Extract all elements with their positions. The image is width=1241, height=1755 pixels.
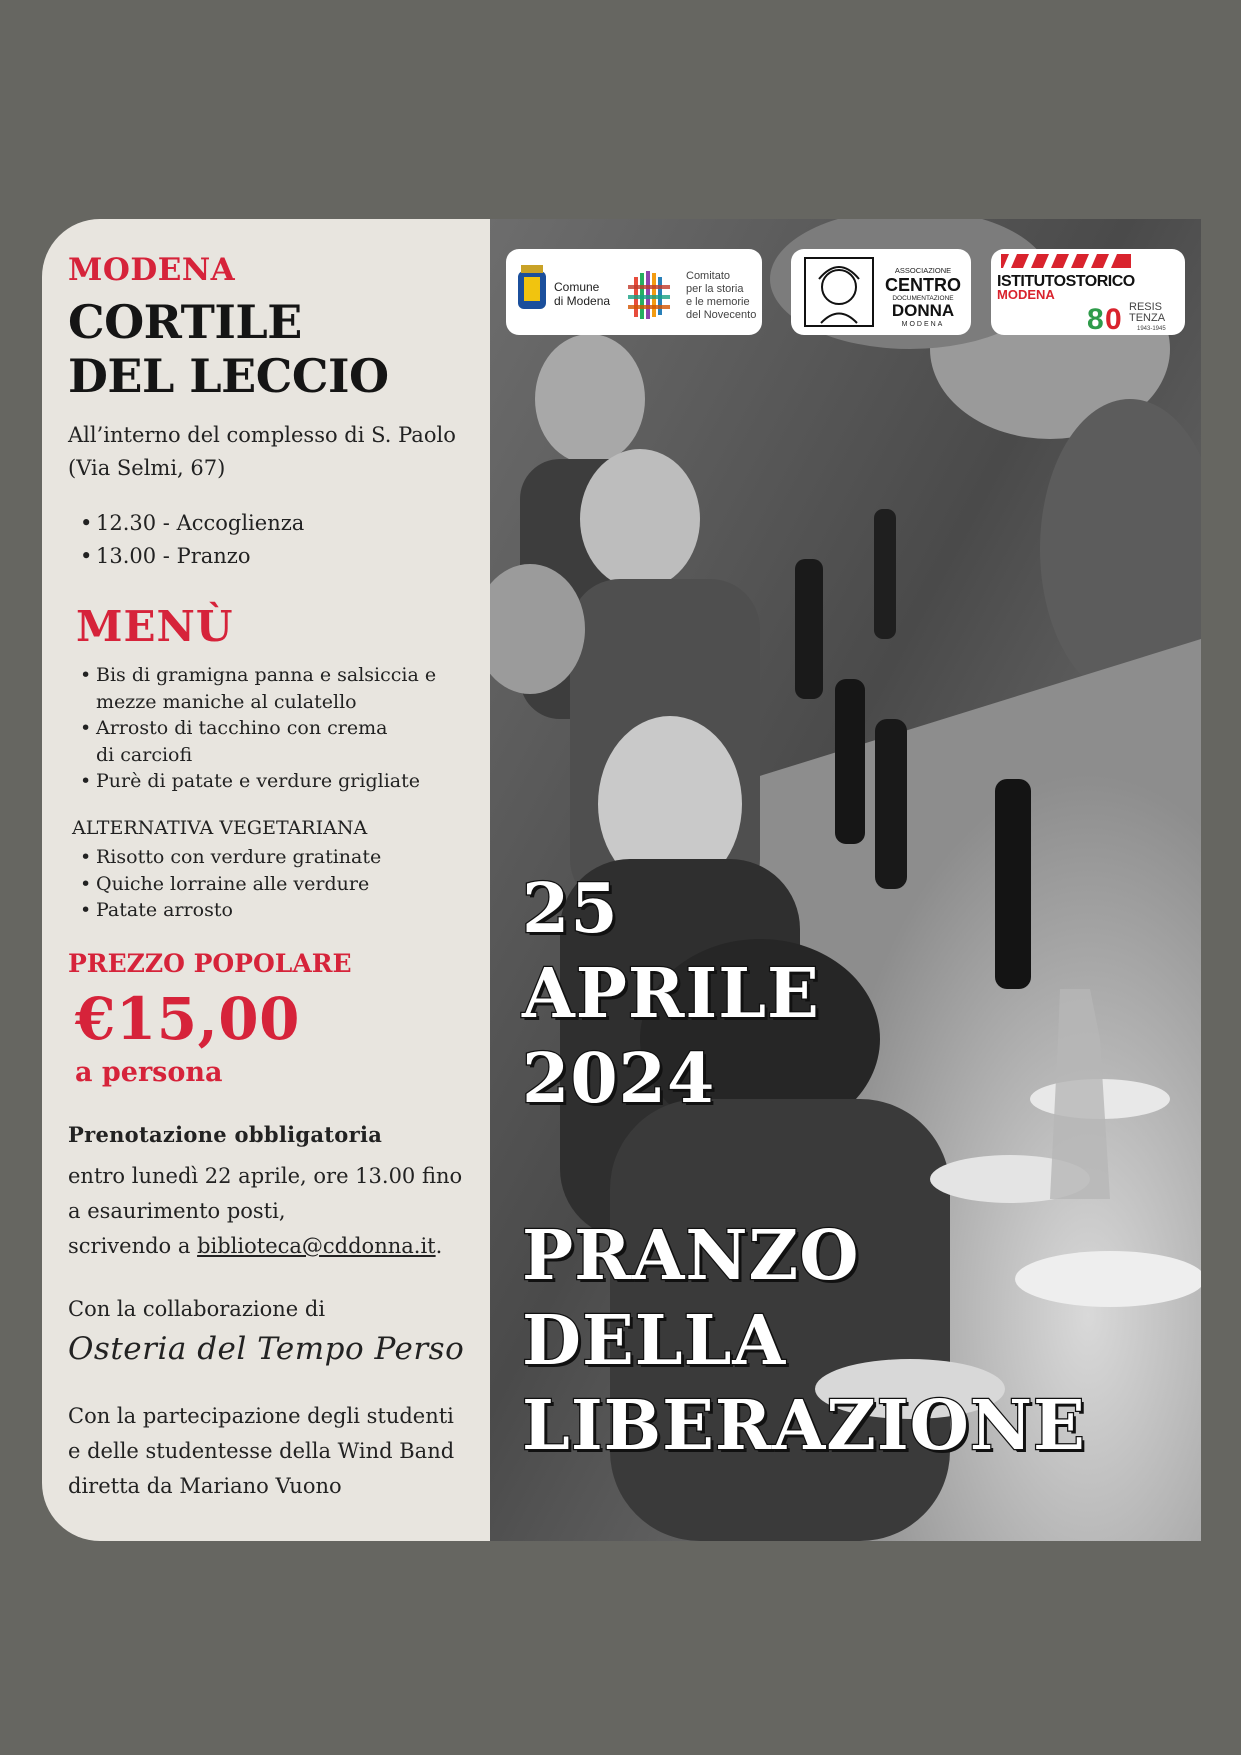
svg-text:DONNA: DONNA bbox=[891, 301, 955, 320]
venue-address bbox=[68, 419, 456, 485]
menu-heading: MENÙ bbox=[76, 602, 234, 651]
date-day: 25 bbox=[522, 869, 619, 949]
svg-text:ISTITUTOSTORICO: ISTITUTOSTORICO bbox=[997, 273, 1135, 290]
venue-title bbox=[68, 295, 389, 403]
booking-heading: Prenotazione obbligatoria bbox=[68, 1122, 383, 1147]
booking-line: entro lunedì 22 aprile, ore 13.00 fino bbox=[68, 1164, 463, 1188]
comitato-weave-icon bbox=[628, 271, 670, 319]
cdd-logo-graphic bbox=[791, 249, 971, 335]
svg-text:8: 8 bbox=[1087, 303, 1104, 335]
svg-text:ASSOCIAZIONE: ASSOCIAZIONE bbox=[894, 266, 952, 275]
event-poster bbox=[42, 219, 1201, 1541]
price-label: PREZZO POPOLARE bbox=[68, 949, 352, 978]
istituto-logo-graphic bbox=[991, 249, 1185, 335]
svg-text:RESIS: RESIS bbox=[1129, 301, 1163, 313]
collaboration-label: Con la collaborazione di bbox=[68, 1297, 326, 1321]
schedule-item: • 13.00 - Pranzo bbox=[68, 540, 468, 573]
vegetarian-list bbox=[68, 844, 478, 924]
logo-comune-comitato bbox=[506, 249, 762, 335]
address-line: All’interno del complesso di S. Paolo bbox=[68, 423, 456, 447]
booking-line: a esaurimento posti, bbox=[68, 1199, 286, 1223]
booking-line bbox=[68, 1229, 483, 1264]
svg-text:e le memorie: e le memorie bbox=[686, 296, 750, 308]
menu-item bbox=[68, 662, 478, 715]
address-line: (Via Selmi, 67) bbox=[68, 456, 226, 480]
booking-suffix: . bbox=[435, 1234, 443, 1258]
booking-prefix: scrivendo a bbox=[68, 1234, 198, 1258]
menu-item-line: mezze maniche al culatello bbox=[96, 690, 357, 713]
city-heading: MODENA bbox=[68, 252, 236, 288]
vegetarian-heading: ALTERNATIVA VEGETARIANA bbox=[72, 817, 368, 839]
venue-line: CORTILE bbox=[68, 295, 302, 349]
participation-line: diretta da Mariano Vuono bbox=[68, 1474, 342, 1498]
svg-text:Comitato: Comitato bbox=[686, 270, 731, 282]
historic-photo bbox=[490, 219, 1201, 1541]
comune-comitato-logo-graphic bbox=[506, 249, 762, 335]
vegetarian-item: • Patate arrosto bbox=[68, 897, 478, 924]
svg-text:CENTRO: CENTRO bbox=[885, 275, 961, 295]
booking-details bbox=[68, 1159, 483, 1264]
event-title-line: LIBERAZIONE bbox=[522, 1386, 1086, 1466]
booking-email-link[interactable]: biblioteca@cddonna.it bbox=[197, 1234, 436, 1258]
logo-centro-documentazione-donna bbox=[791, 249, 971, 335]
comune-crest-icon bbox=[518, 265, 546, 309]
svg-text:MODENA: MODENA bbox=[997, 287, 1055, 302]
info-panel bbox=[42, 219, 490, 1541]
svg-text:TENZA: TENZA bbox=[1129, 312, 1166, 324]
comune-text: Comune bbox=[554, 280, 600, 294]
menu-list bbox=[68, 662, 478, 795]
svg-text:del Novecento: del Novecento bbox=[686, 309, 757, 321]
participation-line: e delle studentesse della Wind Band bbox=[68, 1439, 455, 1463]
menu-item-line: • Arrosto di tacchino con crema bbox=[96, 717, 388, 739]
venue-line: DEL LECCIO bbox=[68, 349, 389, 403]
menu-item bbox=[68, 768, 478, 795]
schedule-item: • 12.30 - Accoglienza bbox=[68, 507, 468, 540]
svg-text:DOCUMENTAZIONE: DOCUMENTAZIONE bbox=[892, 295, 954, 302]
participation-line: Con la partecipazione degli studenti bbox=[68, 1404, 454, 1428]
woman-portrait-icon bbox=[805, 258, 873, 326]
svg-text:0: 0 bbox=[1105, 303, 1122, 335]
event-title-line: DELLA bbox=[522, 1301, 787, 1381]
participation-note bbox=[68, 1399, 483, 1504]
menu-item-line: • Bis di gramigna panna e salsiccia e bbox=[96, 664, 437, 686]
date-year: 2024 bbox=[522, 1039, 716, 1119]
vegetarian-item: • Quiche lorraine alle verdure bbox=[68, 871, 478, 898]
logo-istituto-storico bbox=[991, 249, 1185, 335]
menu-item-line: di carciofi bbox=[96, 743, 193, 766]
vegetarian-item: • Risotto con verdure gratinate bbox=[68, 844, 478, 871]
menu-item bbox=[68, 715, 478, 768]
resistenza-80-icon bbox=[1087, 301, 1166, 335]
price-value: €15,00 bbox=[75, 985, 300, 1053]
svg-text:MODENA: MODENA bbox=[901, 321, 945, 328]
event-title bbox=[522, 1214, 1086, 1469]
price-unit: a persona bbox=[75, 1057, 223, 1088]
collaborator-name: Osteria del Tempo Perso bbox=[68, 1331, 465, 1367]
event-date bbox=[522, 867, 820, 1122]
svg-text:per la storia: per la storia bbox=[686, 283, 744, 295]
schedule-list bbox=[68, 507, 468, 573]
red-stripes-icon bbox=[1001, 254, 1131, 268]
svg-text:1943-1945: 1943-1945 bbox=[1137, 326, 1166, 332]
date-month: APRILE bbox=[522, 954, 820, 1034]
menu-item-line: • Purè di patate e verdure grigliate bbox=[96, 770, 420, 792]
comune-text: di Modena bbox=[554, 294, 611, 308]
event-title-line: PRANZO bbox=[522, 1216, 860, 1296]
